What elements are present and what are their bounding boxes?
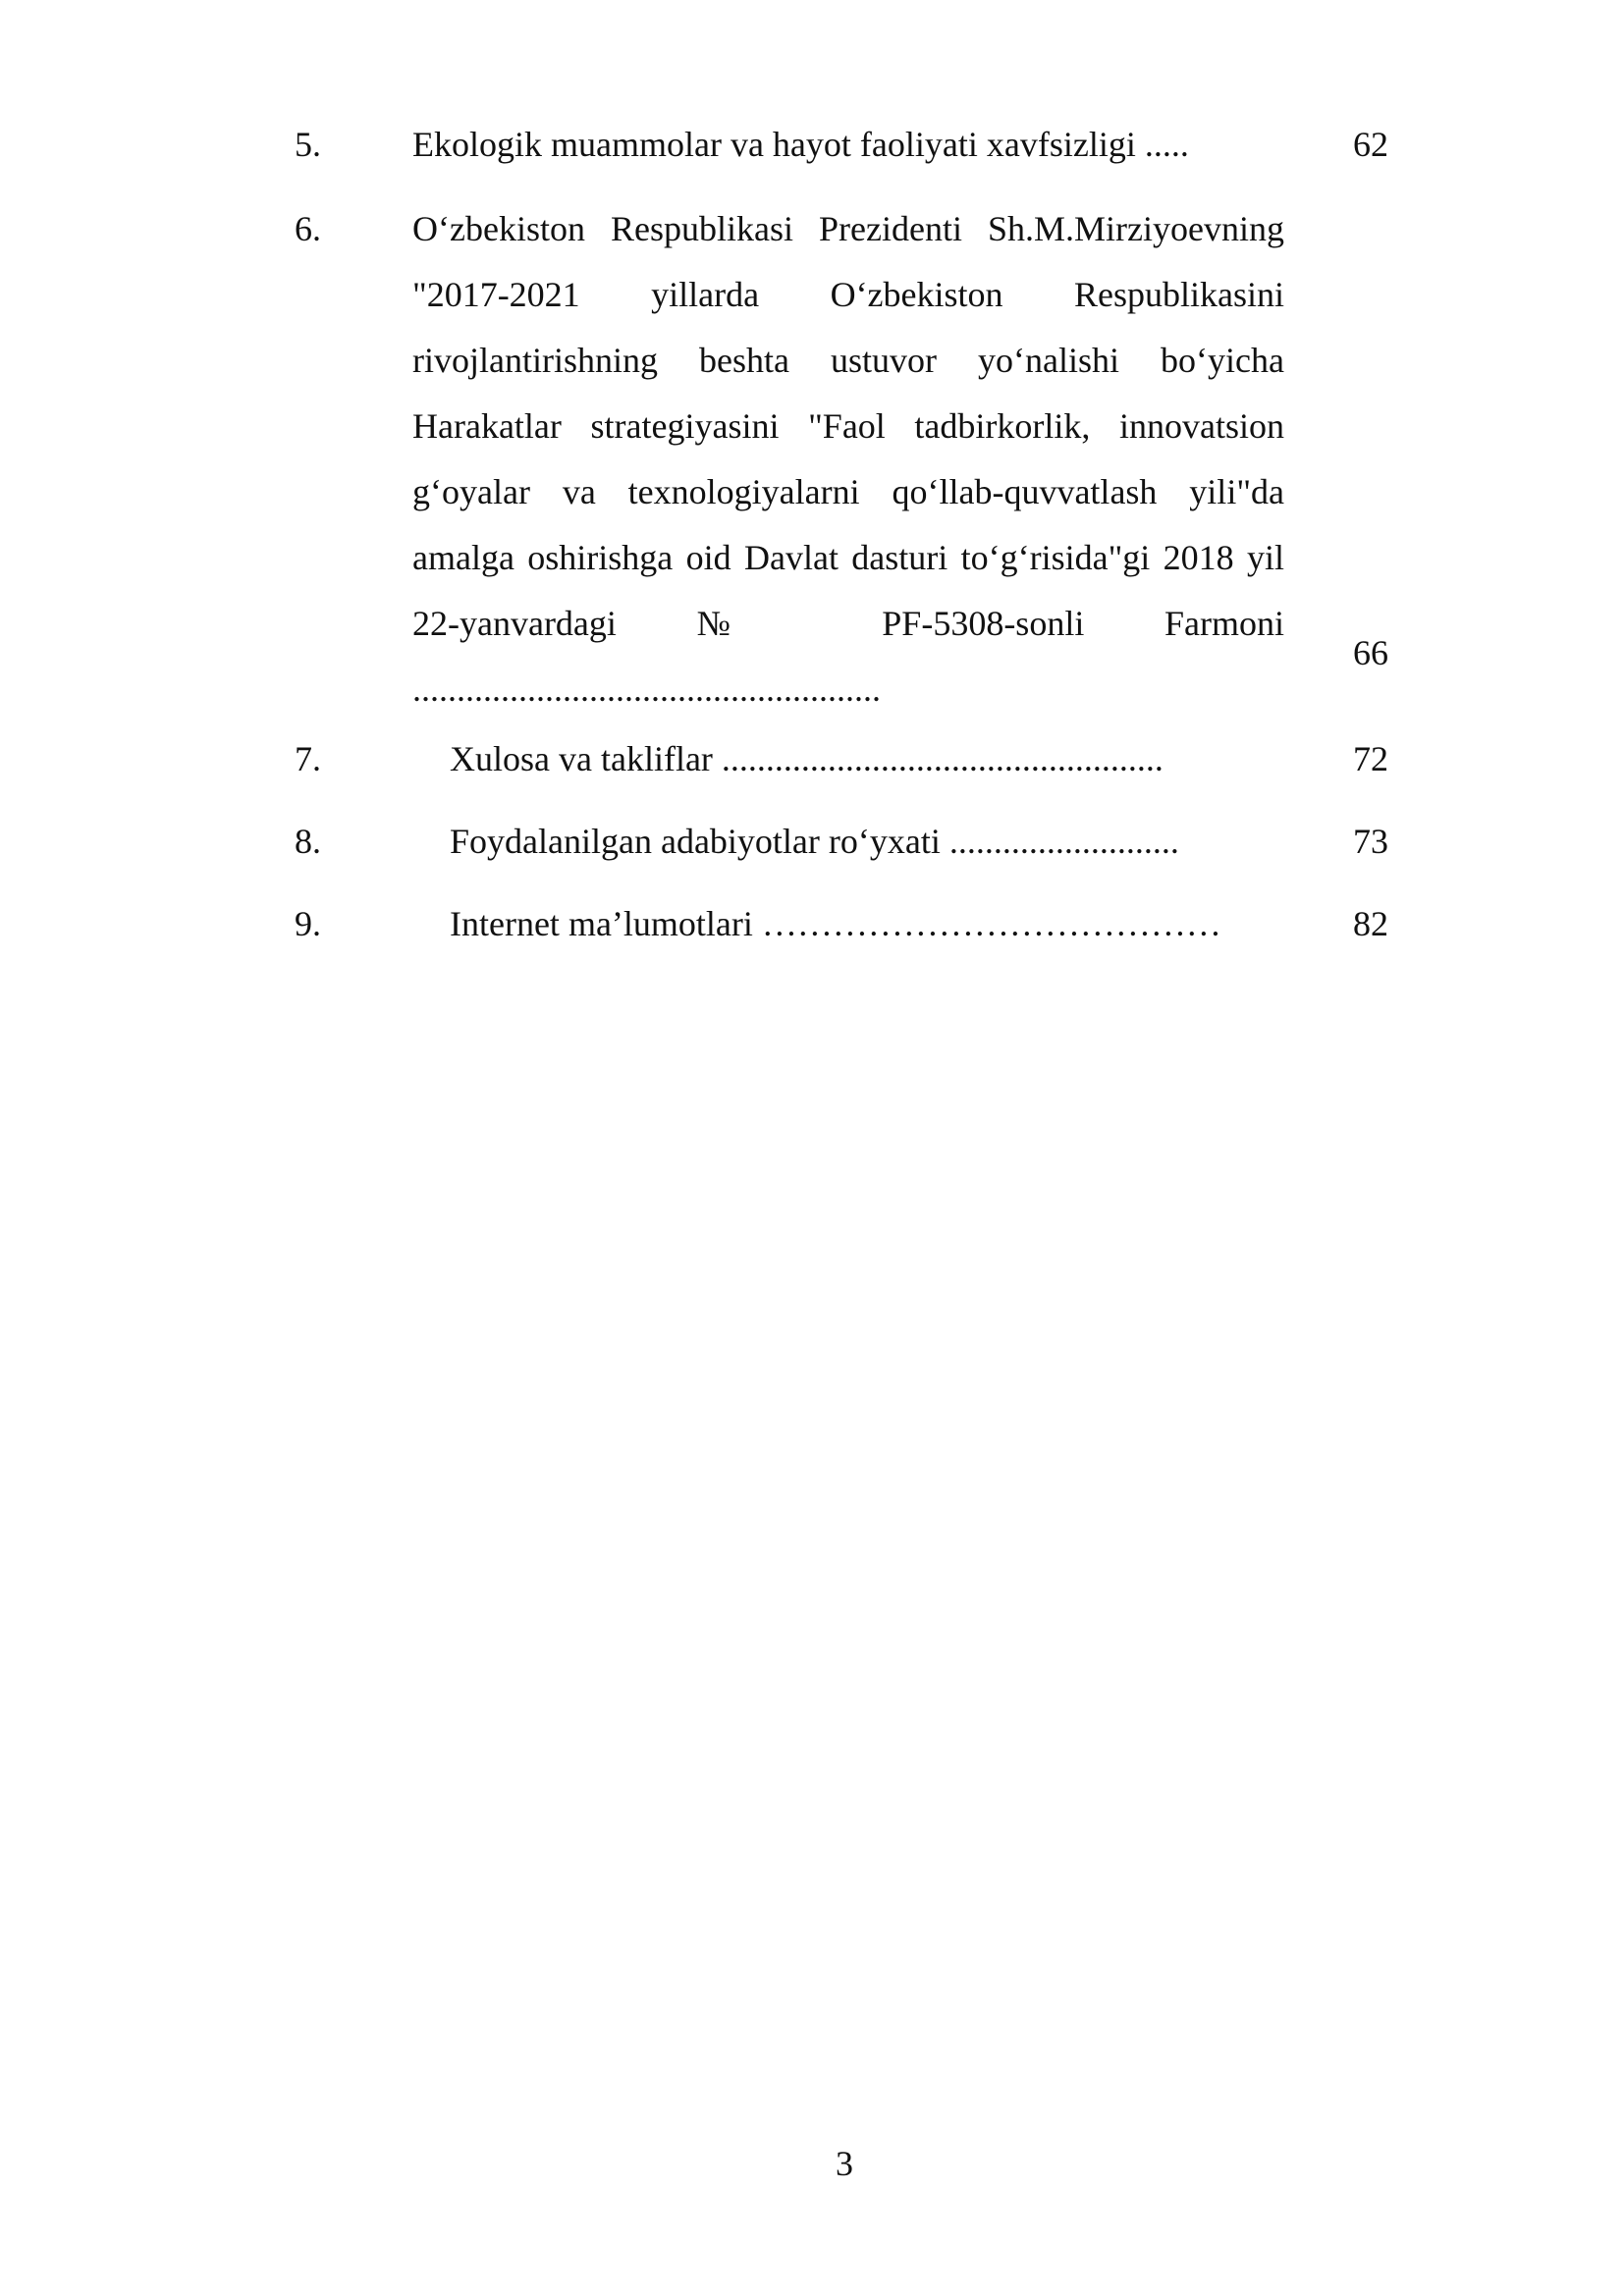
toc-entry-page: 66 [1353, 633, 1388, 672]
toc-entry-page: 82 [1353, 904, 1388, 943]
toc-entry-page: 72 [1353, 739, 1388, 778]
toc-entry-title: Xulosa va takliflar .................................................. [450, 739, 1164, 778]
toc-entry-number: 8. [295, 822, 321, 861]
toc-entry-page: 62 [1353, 125, 1388, 164]
toc-entry-title: O‘zbekiston Respublikasi Prezidenti Sh.M.Mirziyoevning "2017-2021 yillarda O‘zbekiston Respublikasini rivojlantirishning beshta ustuvor yo‘nalishi bo‘yicha Harakatlar strategiyasini "Faol tadbirkorlik, innovatsion g‘oyalar va texnologiyalarni qo‘llab-quvvatlash yili"da amalga oshirishga oid Davlat dasturi to‘g‘risida"gi 2018 yil 22-yanvardagi № PF-5308-sonli Farmoni ..................................................... [412, 209, 1284, 709]
toc-entry-number: 5. [295, 125, 321, 164]
toc-entry-title: Internet ma’lumotlari ………………………………… [450, 904, 1221, 943]
toc-entry-page: 73 [1353, 822, 1388, 861]
toc-entry-number: 9. [295, 904, 321, 943]
toc-entry-title: Foydalanilgan adabiyotlar ro‘yxati .......................... [450, 822, 1179, 861]
page-number: 3 [836, 2144, 853, 2183]
toc-entry-number: 7. [295, 739, 321, 778]
toc-entry-number: 6. [295, 209, 321, 248]
toc-entry-title: Ekologik muammolar va hayot faoliyati xavfsizligi ..... [412, 125, 1189, 164]
